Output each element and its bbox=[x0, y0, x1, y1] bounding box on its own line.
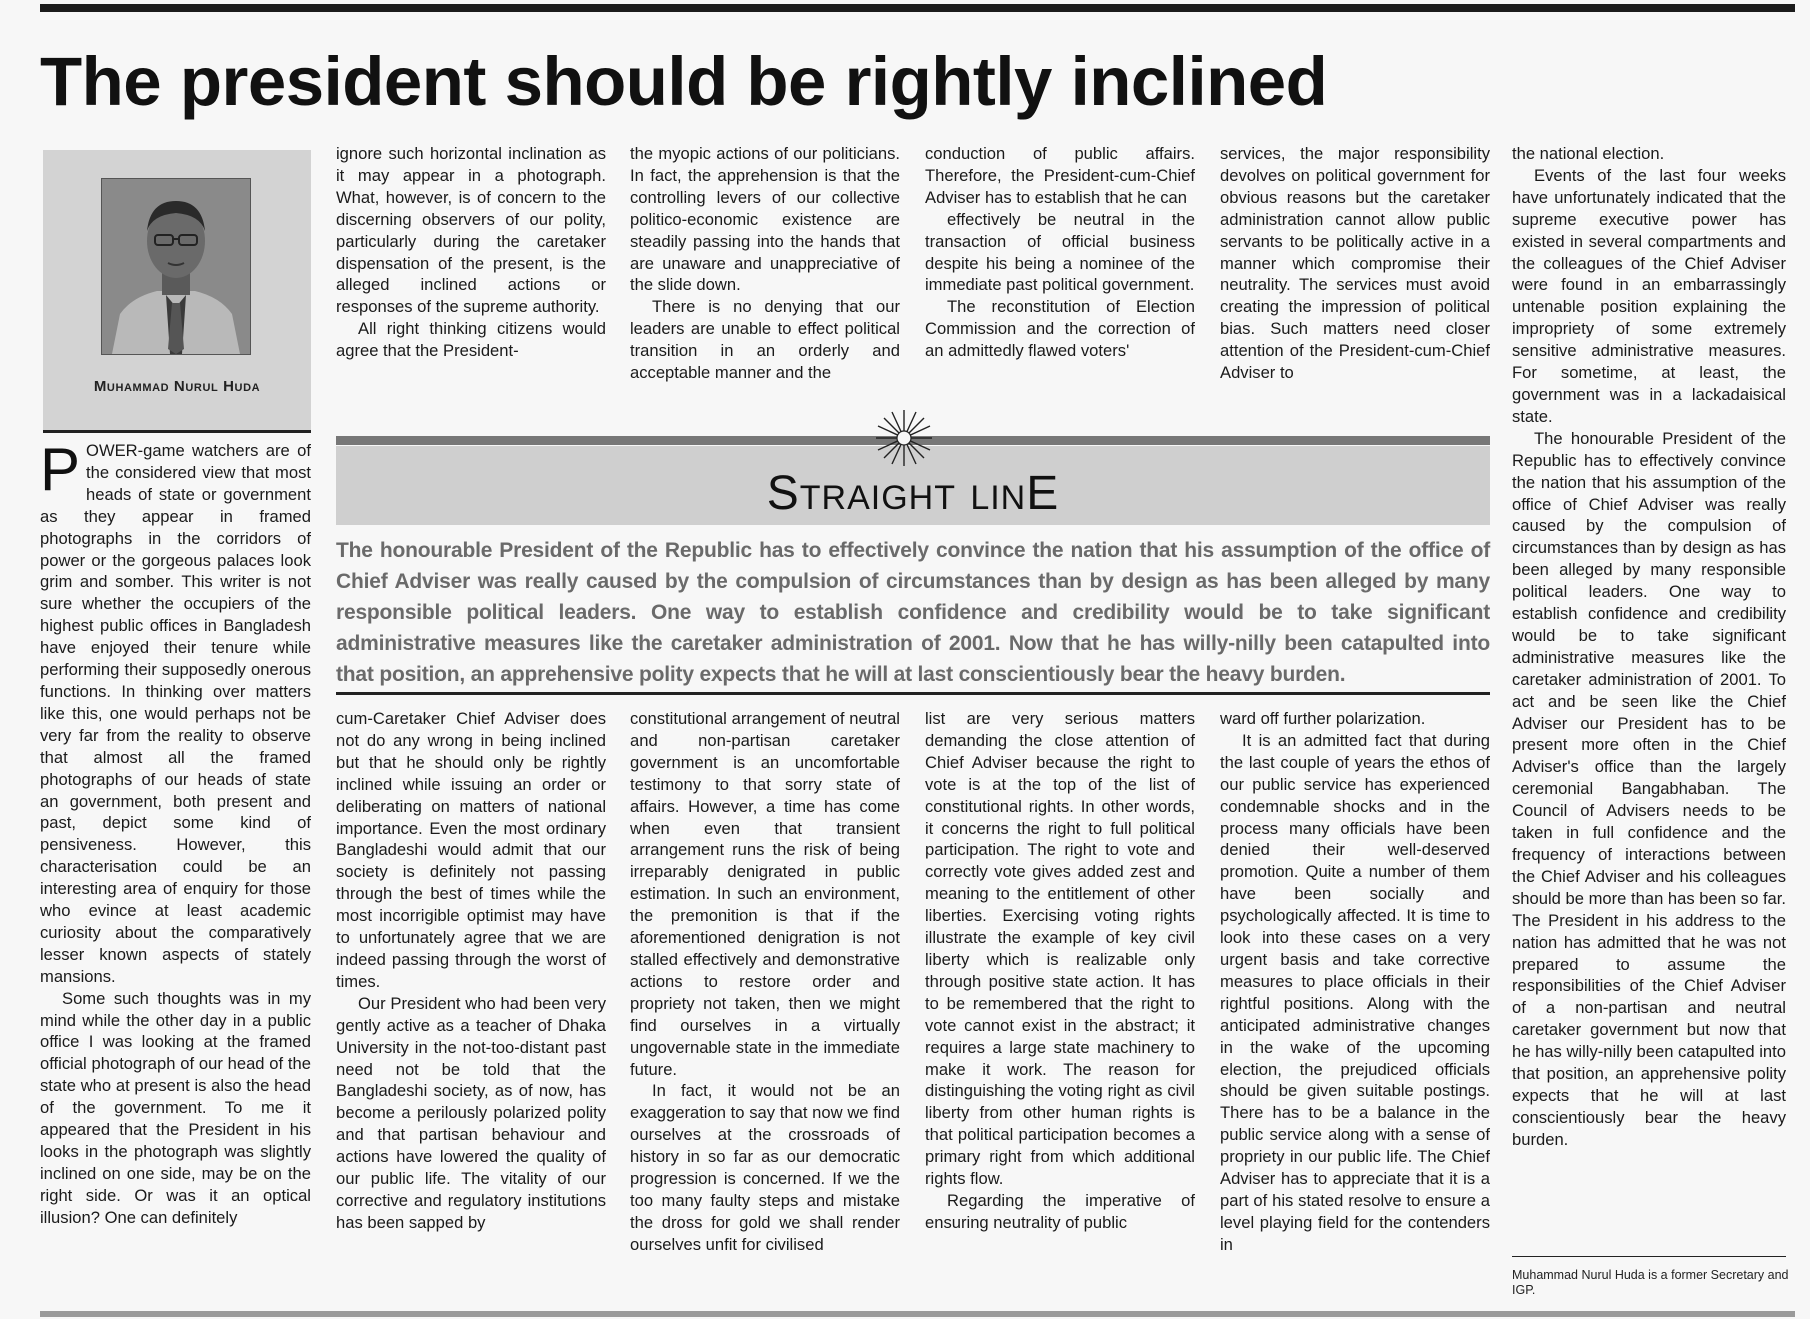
paragraph: services, the major responsibility devolves on political government for obvious reasons but the caretaker administration cannot allow public servants to be politically active in a manner which compromise their neutrality. The services must avoid creating the impression of political bias. Such matters need closer attention of the President-cum-Chief Adviser to bbox=[1220, 144, 1490, 383]
paragraph: ward off further polarization. bbox=[1220, 709, 1426, 728]
paragraph: the myopic actions of our politicians. In fact, the apprehension is that the controlling levers of our collective politico-economic existence are steadily passing into the hands that are unaware and unappreciative of the slide down. bbox=[630, 144, 900, 295]
paragraph: conduction of public affairs. Therefore, the President-cum-Chief Adviser has to establish that he can bbox=[925, 144, 1195, 207]
body-column-3-bottom bbox=[630, 708, 900, 1306]
author-name: Muhammad Nurul Huda bbox=[93, 378, 261, 395]
paragraph: constitutional arrangement of neutral and non-partisan caretaker government is an uncomfortable testimony to that sorry state of affairs. However, a time has come when even that transient arrangement runs the risk of being irreparably denigrated in public estimation. In such an environment, the premonition is that if the aforementioned denigration is not stalled effectively and demonstrative actions to restore order and propriety not taken, then we might find ourselves in a virtually ungovernable state in the immediate future. bbox=[630, 709, 900, 1079]
paragraph: the national election. bbox=[1512, 144, 1665, 163]
author-photo bbox=[101, 178, 251, 355]
column-title: Straight linE bbox=[766, 467, 1060, 520]
body-column-2-bottom bbox=[336, 708, 606, 1306]
paragraph: Our President who had been very gently active as a teacher of Dhaka University in the not-too-distant past need not be told that the Bangladeshi society, as of now, has become a perilously polarized polity and that partisan behaviour and actions have lowered the quality of our public life. The vitality of our corrective and regulatory institutions has been sapped by bbox=[336, 993, 606, 1232]
paragraph: Events of the last four weeks have unfortunately indicated that the supreme executive power has existed in several compartments and the colleagues of the Chief Adviser were found in an embarrassingly untenable position explaining the impropriety of some extremely sensitive administrative measures. For sometime, at least, the government was in a lackadaisical state. bbox=[1512, 165, 1786, 426]
paragraph: ignore such horizontal inclination as it may appear in a photograph. What, however, is of concern to the discerning observers of our polity, particularly during the caretaker dispensation of the present, is the alleged inclined actions or responses of the supreme authority. bbox=[336, 144, 606, 317]
paragraph: There is no denying that our leaders are unable to effect political transition in an orderly and acceptable manner and the bbox=[630, 297, 900, 383]
body-column-4-bottom bbox=[925, 708, 1195, 1306]
body-column-3-top bbox=[630, 143, 900, 407]
author-portrait-icon bbox=[102, 179, 250, 354]
pull-quote: The honourable President of the Republic has to effectively convince the nation that his assumption of the office of Chief Adviser was really caused by the compulsion of circumstances than by design as has been alleged by many responsible political leaders. One way to establish confidence and credibility would be to take significant administrative measures like the caretaker administration of 2001. Now that he has willy-nilly been catapulted into that position, an apprehensive polity expects that he will at last conscientiously bear the heavy burden. bbox=[336, 539, 1490, 686]
body-column-5-top bbox=[1220, 143, 1490, 407]
paragraph: cum-Caretaker Chief Adviser does not do any wrong in being inclined but that he should only be rightly inclined while issuing an order or deliberating on matters of national importance. Even the most ordinary Bangladeshi would admit that our society is definitely not passing through the best of times while the most incorrigible optimist may have to unfortunately agree that we are indeed passing through the worst of times. bbox=[336, 709, 606, 991]
paragraph: All right thinking citizens would agree that the President- bbox=[336, 319, 606, 361]
paragraph: In fact, it would not be an exaggeration to say that now we find ourselves at the crossroads of history in so far as our democratic progression is concerned. If we the too many faulty steps and mistake the dross for gold we shall render ourselves unfit for civilised bbox=[630, 1081, 900, 1254]
starburst-icon bbox=[874, 408, 934, 468]
body-column-6 bbox=[1512, 143, 1786, 1251]
paragraph: list are very serious matters demanding the close attention of Chief Adviser because the right to vote is at the top of the list of constitutional rights. In other words, it concerns the right to full political participation. The right to vote and correctly vote gives added zest and meaning to the entitlement of other liberties. Exercising voting rights illustrate the example of key civil liberty which is realizable only through positive state action. It has to be remembered that the right to vote cannot exist in the abstract; it requires a large state machinery to make it work. The reason for distinguishing the voting right as civil liberty from other human rights is that political participation becomes a primary right from which additional rights flow. bbox=[925, 709, 1195, 1189]
body-column-2-top bbox=[336, 143, 606, 407]
paragraph: OWER-game watchers are of the considered view that most heads of state or government as they appear in framed photographs in the corridors of power or the gorgeous palaces look grim and somber. This writer is not sure whether the occupiers of the highest public offices in Bangladesh have enjoyed their tenure while performing their supposedly onerous functions. In thinking over matters like this, one would perhaps not be very far from the reality to observe that almost all the framed photographs of our heads of state an government, both present and past, depict some kind of pensiveness. However, this characterisation could be an interesting area of enquiry for those who evince at least academic curiosity about the comparatively lesser known aspects of stately mansions. bbox=[40, 441, 311, 986]
author-box bbox=[43, 150, 311, 433]
paragraph: Regarding the imperative of ensuring neutrality of public bbox=[925, 1190, 1195, 1232]
pull-quote-rule bbox=[336, 692, 1490, 695]
body-column-5-bottom bbox=[1220, 708, 1490, 1306]
headline: The president should be rightly inclined bbox=[40, 43, 1328, 120]
top-rule bbox=[40, 4, 1795, 12]
paragraph: It is an admitted fact that during the last couple of years the ethos of our public service has experienced condemnable shocks and in the process many officials have been denied their well-deserved promotion. Quite a number of them have been socially and psychologically affected. It is time to look into these cases on a very urgent basis and take corrective measures to place officials in their rightful positions. Along with the anticipated administrative changes in the wake of the upcoming election, the prejudiced officials should be given suitable postings. There has to be a balance in the public service along with a sense of propriety in our public life. The Chief Adviser has to appreciate that it is a part of his stated resolve to ensure a level playing field for the contenders in bbox=[1220, 730, 1490, 1254]
body-column-4-top bbox=[925, 143, 1195, 407]
bio-rule bbox=[1512, 1256, 1786, 1257]
paragraph: The honourable President of the Republic has to effectively convince the nation that his assumption of the office of Chief Adviser was really caused by the compulsion of circumstances than by design as has been alleged by many responsible political leaders. One way to establish confidence and credibility would be to take significant administrative measures like the caretaker administration of 2001. To act and be seen like the Chief Adviser our President has to be present more often in the Chief Adviser's office than the largely ceremonial Bangabhaban. The Council of Advisers needs to be taken in full confidence and the frequency of interactions between the Chief Adviser and his colleagues should be more than has been so far. The President in his address to the nation has admitted that he was not prepared to assume the responsibilities of the Chief Adviser of a non-partisan and neutral caretaker government but now that he has willy-nilly been catapulted into that position, an apprehensive polity expects that he will at last conscientiously bear the heavy burden. bbox=[1512, 428, 1786, 1149]
body-column-1 bbox=[40, 440, 311, 1305]
paragraph: effectively be neutral in the transaction of official business despite his being a nominee of the immediate past political government. bbox=[925, 209, 1195, 295]
paragraph: The reconstitution of Election Commission and the correction of an admittedly flawed voters' bbox=[925, 297, 1195, 361]
drop-cap: P bbox=[40, 440, 81, 503]
paragraph: Some such thoughts was in my mind while the other day in a public office I was looking at the framed official photograph of our head of the state who at present is also the head of the government. To me it appeared that the President in his looks in the photograph was slightly inclined on one side, may be on the right side. Or was it an optical illusion? One can definitely bbox=[40, 988, 311, 1227]
bottom-rule bbox=[40, 1311, 1795, 1317]
author-bio: Muhammad Nurul Huda is a former Secretary and IGP. bbox=[1512, 1268, 1789, 1297]
